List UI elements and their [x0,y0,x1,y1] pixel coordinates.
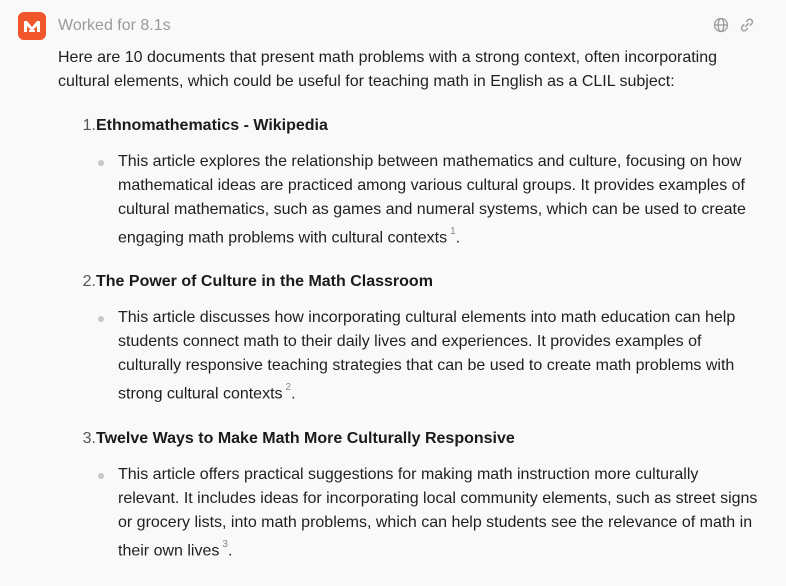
document-description: This article offers practical suggestions for making math instruction more culturally relevant. It includes ideas for incorporating local community elements, such as street signs or grocery lists, into math problems, which can help students see the relevance of math in their own lives [118,465,758,559]
document-title: The Power of Culture in the Math Classroom [96,273,433,291]
globe-icon[interactable] [712,16,730,34]
bullet-dot [98,316,104,322]
list-number: 3. [82,429,96,447]
intro-text: Here are 10 documents that present math problems with a strong context, often incorporating cultural elements, which could be useful for teaching math in English as a CLIL subject: [58,49,718,90]
work-status: Worked for 8.1s [58,17,171,34]
list-item: 3. Twelve Ways to Make Math More Culturally Responsive This article offers practical suggestions for making math instruction more culturally relevant. It includes ideas for incorporating local community elements, such as street signs or grocery lists, into math problems, which can help students see the relevance of math in their own lives $^3$. [58,427,758,563]
response-actions [712,16,756,34]
list-number: 1. [82,117,96,134]
document-description: This article explores the relationship between mathematics and culture, focusing on how mathematical ideas are practiced among various cultural groups. It provides examples of cultural mathematics, such as games and numeral systems, which can be used to create engaging math problems with cultural contexts [118,153,746,247]
bullet-dot [98,473,104,479]
document-list [58,114,758,563]
citation-link[interactable]: 2 [285,382,292,394]
citation-link[interactable]: 1 [450,226,456,237]
response-content [58,46,758,583]
list-number: 2. [82,273,96,291]
document-description: This article discusses how incorporating cultural elements into math education can help students connect math to their daily lives and experiences. It provides examples of culturally responsive teaching strategies that can be used to create math problems with strong cultural contexts [118,309,736,403]
list-item: 2. The Power of Culture in the Math Classroom This article discusses how incorporating cultural elements into math education can help students connect math to their daily lives and experiences. It provides examples of culturally responsive teaching strategies that can be used to create math problems with strong cultural contexts $^2$. [58,270,758,406]
document-title: Twelve Ways to Make Math More Culturally Responsive [96,429,515,447]
link-icon[interactable] [738,16,756,34]
m-logo-icon [18,12,46,40]
document-title: Ethnomathematics - Wikipedia [96,117,328,134]
list-item: 1. Ethnomathematics - Wikipedia This article explores the relationship between mathematics and culture, focusing on how mathematical ideas are practiced among various cultural groups. It provides examples of cultural mathematics, such as games and numeral systems, which can be used to create engaging math problems with cultural contexts $^1$. [58,114,758,250]
citation-link[interactable]: 3 [222,538,228,550]
bullet-dot [98,160,104,166]
